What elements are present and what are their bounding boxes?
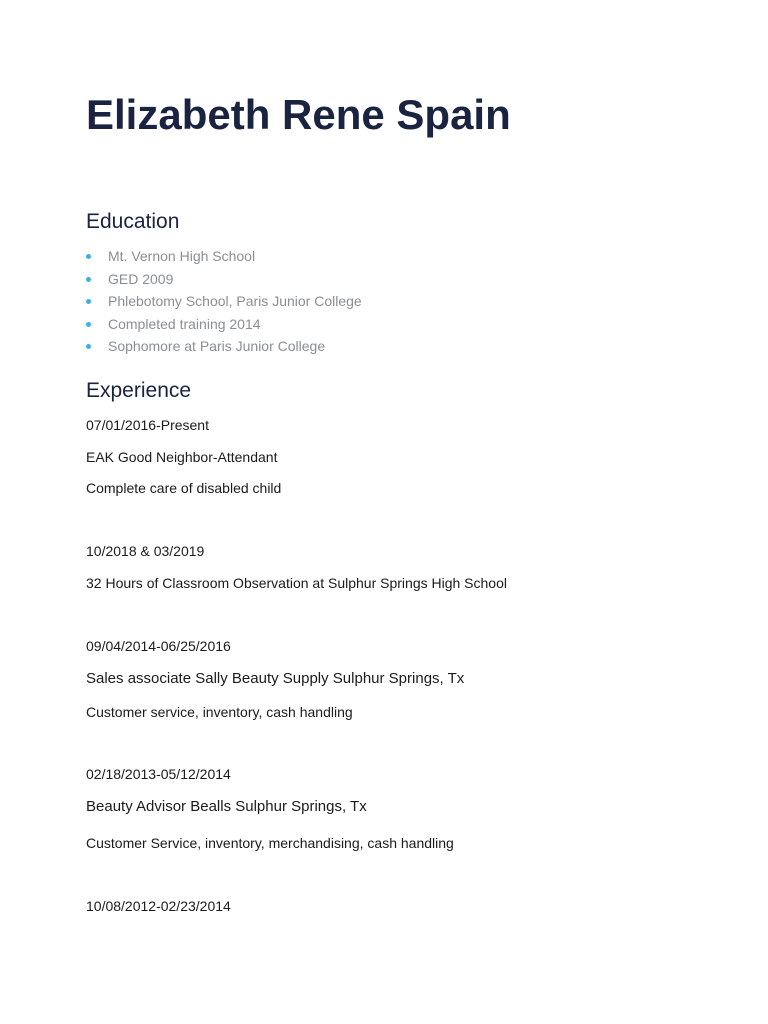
bullet-icon [86, 344, 91, 349]
experience-description: Customer Service, inventory, merchandising, cash handling [86, 835, 454, 851]
education-item: Sophomore at Paris Junior College [86, 335, 362, 358]
education-heading: Education [86, 210, 180, 233]
bullet-icon [86, 254, 91, 259]
experience-title: Beauty Advisor Bealls Sulphur Springs, Tx [86, 798, 367, 815]
experience-dates: 02/18/2013-05/12/2014 [86, 766, 231, 782]
experience-dates: 07/01/2016-Present [86, 417, 209, 433]
experience-dates: 09/04/2014-06/25/2016 [86, 638, 231, 654]
candidate-name: Elizabeth Rene Spain [86, 91, 511, 138]
bullet-icon [86, 299, 91, 304]
education-item: GED 2009 [86, 268, 362, 291]
experience-title: EAK Good Neighbor-Attendant [86, 449, 278, 465]
education-item: Mt. Vernon High School [86, 245, 362, 268]
education-item: Completed training 2014 [86, 313, 362, 336]
experience-title: 32 Hours of Classroom Observation at Sulphur Springs High School [86, 575, 507, 591]
experience-description: Customer service, inventory, cash handling [86, 704, 353, 720]
education-item: Phlebotomy School, Paris Junior College [86, 290, 362, 313]
experience-title: Sales associate Sally Beauty Supply Sulphur Springs, Tx [86, 670, 465, 687]
experience-dates: 10/08/2012-02/23/2014 [86, 898, 231, 914]
bullet-icon [86, 277, 91, 282]
education-list [86, 245, 362, 358]
bullet-icon [86, 322, 91, 327]
experience-description: Complete care of disabled child [86, 480, 282, 496]
experience-dates: 10/2018 & 03/2019 [86, 543, 205, 559]
experience-heading: Experience [86, 379, 192, 402]
